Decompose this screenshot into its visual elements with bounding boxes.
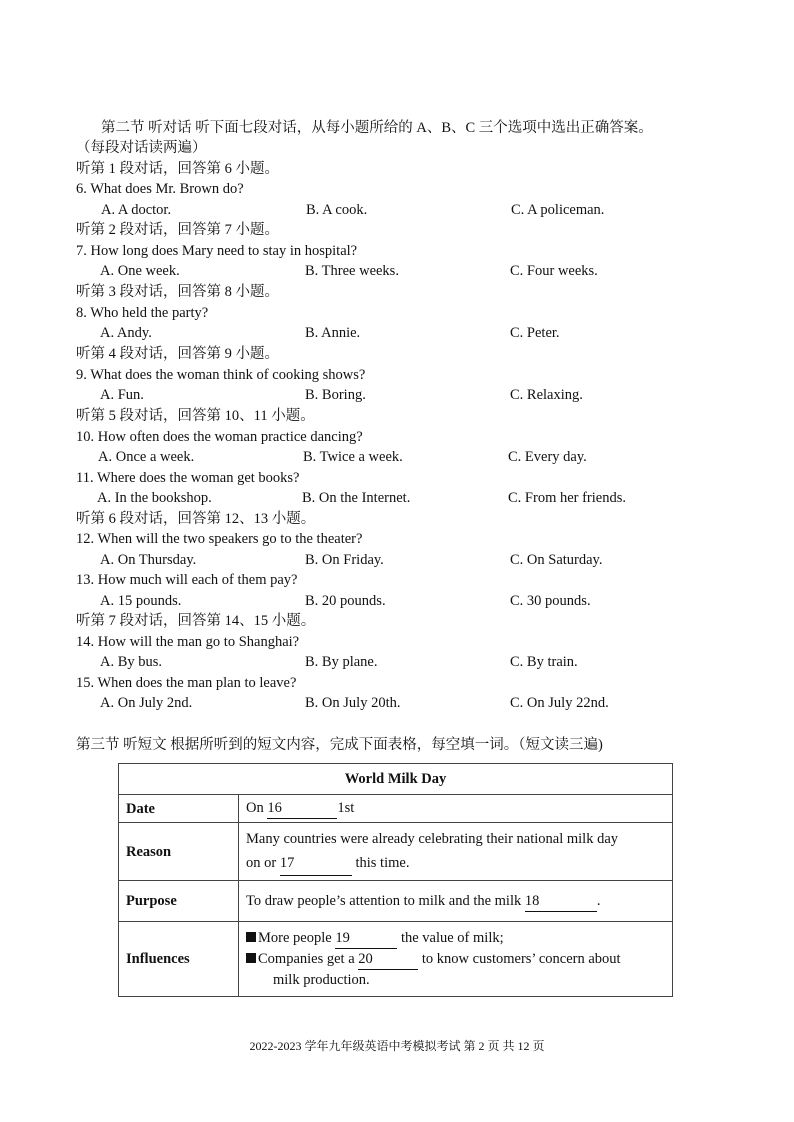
date-cell bbox=[239, 795, 673, 823]
blank-17-number: 17 bbox=[279, 855, 295, 871]
q7-option-a: A. One week. bbox=[100, 263, 180, 279]
q10-option-b: B. Twice a week. bbox=[303, 449, 403, 465]
q6-option-b: B. A cook. bbox=[306, 202, 368, 218]
influences-label: Influences bbox=[119, 922, 239, 997]
blank-17[interactable] bbox=[280, 851, 352, 876]
q7-option-c: C. Four weeks. bbox=[510, 263, 598, 279]
square-bullet-icon bbox=[246, 953, 256, 963]
blank-18[interactable] bbox=[525, 891, 597, 912]
q13-option-c: C. 30 pounds. bbox=[510, 593, 591, 609]
q8-option-b: B. Annie. bbox=[305, 325, 361, 341]
q9-option-b: B. Boring. bbox=[305, 387, 366, 403]
reason-line-2 bbox=[246, 851, 665, 876]
square-bullet-icon bbox=[246, 932, 256, 942]
influence-item-2-continued: milk production. bbox=[273, 972, 370, 988]
question-6: 6. What does Mr. Brown do? bbox=[76, 181, 244, 197]
question-10: 10. How often does the woman practice dancing? bbox=[76, 429, 363, 445]
section2-heading: 第二节 听对话 听下面七段对话，从每小题所给的 A、B、C 三个选项中选出正确答案。 bbox=[101, 120, 653, 136]
conversation-instruction: 听第 6 段对话，回答第 12、13 小题。 bbox=[76, 511, 316, 527]
q14-option-b: B. By plane. bbox=[305, 654, 378, 670]
table-row bbox=[119, 764, 673, 795]
section2-note: （每段对话读两遍） bbox=[76, 140, 207, 156]
conversation-instruction: 听第 1 段对话，回答第 6 小题。 bbox=[76, 161, 279, 177]
date-prefix: On bbox=[246, 800, 264, 816]
influence-item-1 bbox=[246, 928, 665, 949]
q14-option-c: C. By train. bbox=[510, 654, 578, 670]
reason-prefix: on or bbox=[246, 855, 277, 871]
q13-option-a: A. 15 pounds. bbox=[100, 593, 182, 609]
world-milk-day-table bbox=[118, 763, 673, 997]
q11-option-a: A. In the bookshop. bbox=[97, 490, 212, 506]
purpose-prefix: To draw people’s attention to milk and the milk bbox=[246, 892, 522, 909]
question-13: 13. How much will each of them pay? bbox=[76, 572, 298, 588]
influence-item-2 bbox=[246, 949, 665, 970]
q15-option-c: C. On July 22nd. bbox=[510, 695, 609, 711]
q8-option-a: A. Andy. bbox=[100, 325, 152, 341]
question-11: 11. Where does the woman get books? bbox=[76, 470, 300, 486]
date-label: Date bbox=[119, 795, 239, 823]
q12-option-c: C. On Saturday. bbox=[510, 552, 603, 568]
q9-option-a: A. Fun. bbox=[100, 387, 144, 403]
q7-option-b: B. Three weeks. bbox=[305, 263, 399, 279]
conversation-instruction: 听第 5 段对话，回答第 10、11 小题。 bbox=[76, 408, 315, 424]
reason-cell bbox=[239, 823, 673, 881]
table-title: World Milk Day bbox=[119, 764, 673, 795]
influences-cell bbox=[239, 922, 673, 997]
table-row bbox=[119, 795, 673, 823]
section3-heading: 第三节 听短文 根据所听到的短文内容，完成下面表格，每空填一词。（短文读三遍) bbox=[76, 737, 603, 753]
question-15: 15. When does the man plan to leave? bbox=[76, 675, 297, 691]
influence-1-prefix: More people bbox=[258, 930, 332, 946]
conversation-instruction: 听第 7 段对话，回答第 14、15 小题。 bbox=[76, 613, 316, 629]
question-9: 9. What does the woman think of cooking shows? bbox=[76, 367, 366, 383]
reason-line-1: Many countries were already celebrating their national milk day bbox=[246, 831, 619, 847]
q10-option-c: C. Every day. bbox=[508, 449, 587, 465]
q6-option-c: C. A policeman. bbox=[511, 202, 605, 218]
conversation-instruction: 听第 3 段对话，回答第 8 小题。 bbox=[76, 284, 279, 300]
question-8: 8. Who held the party? bbox=[76, 305, 209, 321]
q12-option-a: A. On Thursday. bbox=[100, 552, 197, 568]
table-row bbox=[119, 881, 673, 922]
influence-2-prefix: Companies get a bbox=[258, 951, 355, 967]
q15-option-a: A. On July 2nd. bbox=[100, 695, 193, 711]
conversation-instruction: 听第 4 段对话，回答第 9 小题。 bbox=[76, 346, 279, 362]
table-row bbox=[119, 922, 673, 997]
date-suffix: 1st bbox=[337, 800, 355, 816]
influence-1-suffix: the value of milk; bbox=[400, 930, 504, 946]
blank-19-number: 19 bbox=[335, 930, 350, 946]
blank-18-number: 18 bbox=[524, 892, 540, 909]
page-footer: 2022-2023 学年九年级英语中考模拟考试 第 2 页 共 12 页 bbox=[249, 1039, 545, 1053]
blank-20[interactable] bbox=[358, 949, 418, 970]
blank-19[interactable] bbox=[335, 928, 397, 949]
reason-label: Reason bbox=[119, 823, 239, 881]
table-row bbox=[119, 823, 673, 881]
conversation-instruction: 听第 2 段对话，回答第 7 小题。 bbox=[76, 222, 279, 238]
question-14: 14. How will the man go to Shanghai? bbox=[76, 634, 300, 650]
blank-16-number: 16 bbox=[267, 800, 282, 816]
q11-option-b: B. On the Internet. bbox=[302, 490, 411, 506]
blank-16[interactable] bbox=[267, 798, 337, 819]
q9-option-c: C. Relaxing. bbox=[510, 387, 583, 403]
influence-2-suffix: to know customers’ concern about bbox=[421, 951, 621, 967]
q13-option-b: B. 20 pounds. bbox=[305, 593, 386, 609]
q10-option-a: A. Once a week. bbox=[98, 449, 195, 465]
question-12: 12. When will the two speakers go to the theater? bbox=[76, 531, 363, 547]
q6-option-a: A. A doctor. bbox=[101, 202, 172, 218]
q8-option-c: C. Peter. bbox=[510, 325, 560, 341]
q11-option-c: C. From her friends. bbox=[508, 490, 626, 506]
q12-option-b: B. On Friday. bbox=[305, 552, 384, 568]
purpose-suffix: . bbox=[596, 892, 601, 909]
purpose-label: Purpose bbox=[119, 881, 239, 922]
blank-20-number: 20 bbox=[358, 951, 373, 967]
purpose-cell bbox=[239, 881, 673, 922]
question-7: 7. How long does Mary need to stay in hospital? bbox=[76, 243, 358, 259]
q15-option-b: B. On July 20th. bbox=[305, 695, 401, 711]
q14-option-a: A. By bus. bbox=[100, 654, 163, 670]
reason-suffix: this time. bbox=[355, 855, 410, 871]
